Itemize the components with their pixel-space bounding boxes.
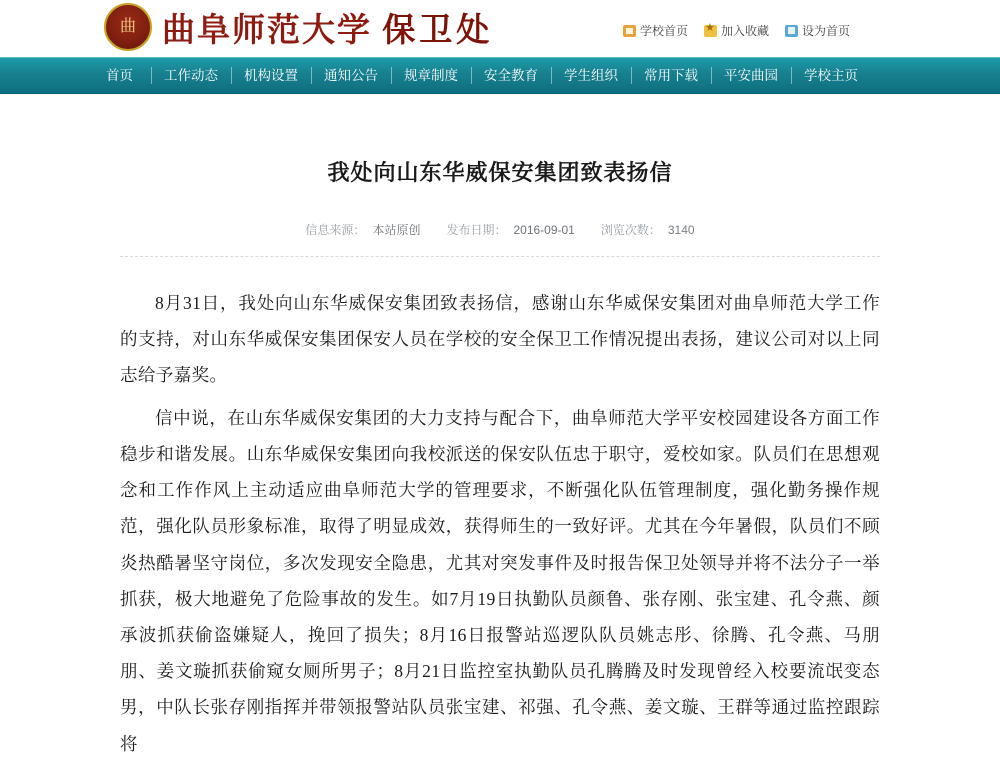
emblem-text: 曲 [119, 18, 136, 35]
top-link-set-homepage[interactable] [785, 22, 850, 39]
content-area [0, 98, 1000, 762]
meta-views [601, 221, 695, 238]
nav-item-student-org[interactable]: 学生组织 [551, 58, 631, 93]
meta-divider [120, 256, 880, 257]
nav-item-downloads[interactable]: 常用下载 [631, 58, 711, 93]
nav-item-school-site[interactable]: 学校主页 [791, 58, 871, 93]
top-link-label: 学校首页 [639, 24, 688, 38]
top-link-school-home[interactable] [623, 22, 688, 39]
nav-item-org-structure[interactable]: 机构设置 [231, 58, 311, 93]
top-links [623, 22, 850, 39]
nav-item-safety-education[interactable]: 安全教育 [471, 58, 551, 93]
nav-item-announcements[interactable]: 通知公告 [311, 58, 391, 93]
university-emblem-icon [104, 3, 152, 51]
top-link-label: 加入收藏 [720, 24, 769, 38]
nav-item-safe-campus[interactable]: 平安曲园 [711, 58, 791, 93]
article-meta [120, 221, 880, 238]
article [120, 156, 880, 762]
meta-views-value: 3140 [667, 222, 695, 237]
nav-item-home[interactable]: 首页 [106, 68, 133, 83]
article-paragraph: 8月31日，我处向山东华威保安集团致表扬信，感谢山东华威保安集团对曲阜师范大学工作的支持，对山东华威保安集团保安人员在学校的安全保卫工作情况提出表扬，建议公司对以上同志给予嘉奖。 [120, 293, 880, 386]
meta-source [305, 221, 420, 238]
meta-date-value: 2016-09-01 [513, 222, 575, 237]
home-icon [623, 25, 636, 37]
nav-item-regulations[interactable]: 规章制度 [391, 58, 471, 93]
nav-item-work-news[interactable]: 工作动态 [151, 58, 231, 93]
page-title: 我处向山东华威保安集团致表扬信 [327, 160, 673, 185]
meta-date [446, 221, 574, 238]
site-logo[interactable] [104, 3, 493, 51]
meta-date-label: 发布日期： [446, 223, 507, 237]
article-paragraph: 信中说，在山东华威保安集团的大力支持与配合下，曲阜师范大学平安校园建设各方面工作稳步和谐发展。山东华威保安集团向我校派送的保安队伍忠于职守，爱校如家。队员们在思想观念和工作作风上主动适应曲阜师范大学的管理要求，不断强化队伍管理制度，强化勤务操作规范，强化队员形象标准，取得了明显成效，获得师生的一致好评。尤其在今年暑假，队员们不顾炎热酷暑坚守岗位，多次发现安全隐患，尤其对突发事件及时报告保卫处领导并将不法分子一举抓获，极大地避免了危险事故的发生。如7月19日执勤队员颜鲁、张存刚、张宝建、孔令燕、颜承波抓获偷盗嫌疑人，挽回了损失；8月16日报警站巡逻队队员姚志彤、徐腾、孔令燕、马朋朋、姜文璇抓获偷窥女厕所男子；8月21日监控室执勤队员孔腾腾及时发现曾经入校要流氓变态男，中队长张存刚指挥并带领报警站队员张宝建、祁强、孔令燕、姜文璇、王群等通过监控跟踪将 [120, 407, 880, 754]
meta-source-value: 本站原创 [372, 223, 421, 237]
site-title-main: 曲阜师范大学 [162, 12, 372, 49]
site-title-sub: 保卫处 [382, 12, 494, 49]
meta-views-label: 浏览次数： [600, 223, 661, 237]
meta-source-label: 信息来源： [305, 223, 366, 237]
flag-icon [785, 25, 798, 37]
article-body [120, 285, 880, 762]
site-title [162, 4, 493, 51]
top-link-label: 设为首页 [801, 24, 850, 38]
star-icon [704, 25, 717, 37]
site-header [0, 0, 1000, 57]
top-link-add-favorite[interactable] [704, 22, 769, 39]
main-nav [0, 57, 1000, 94]
